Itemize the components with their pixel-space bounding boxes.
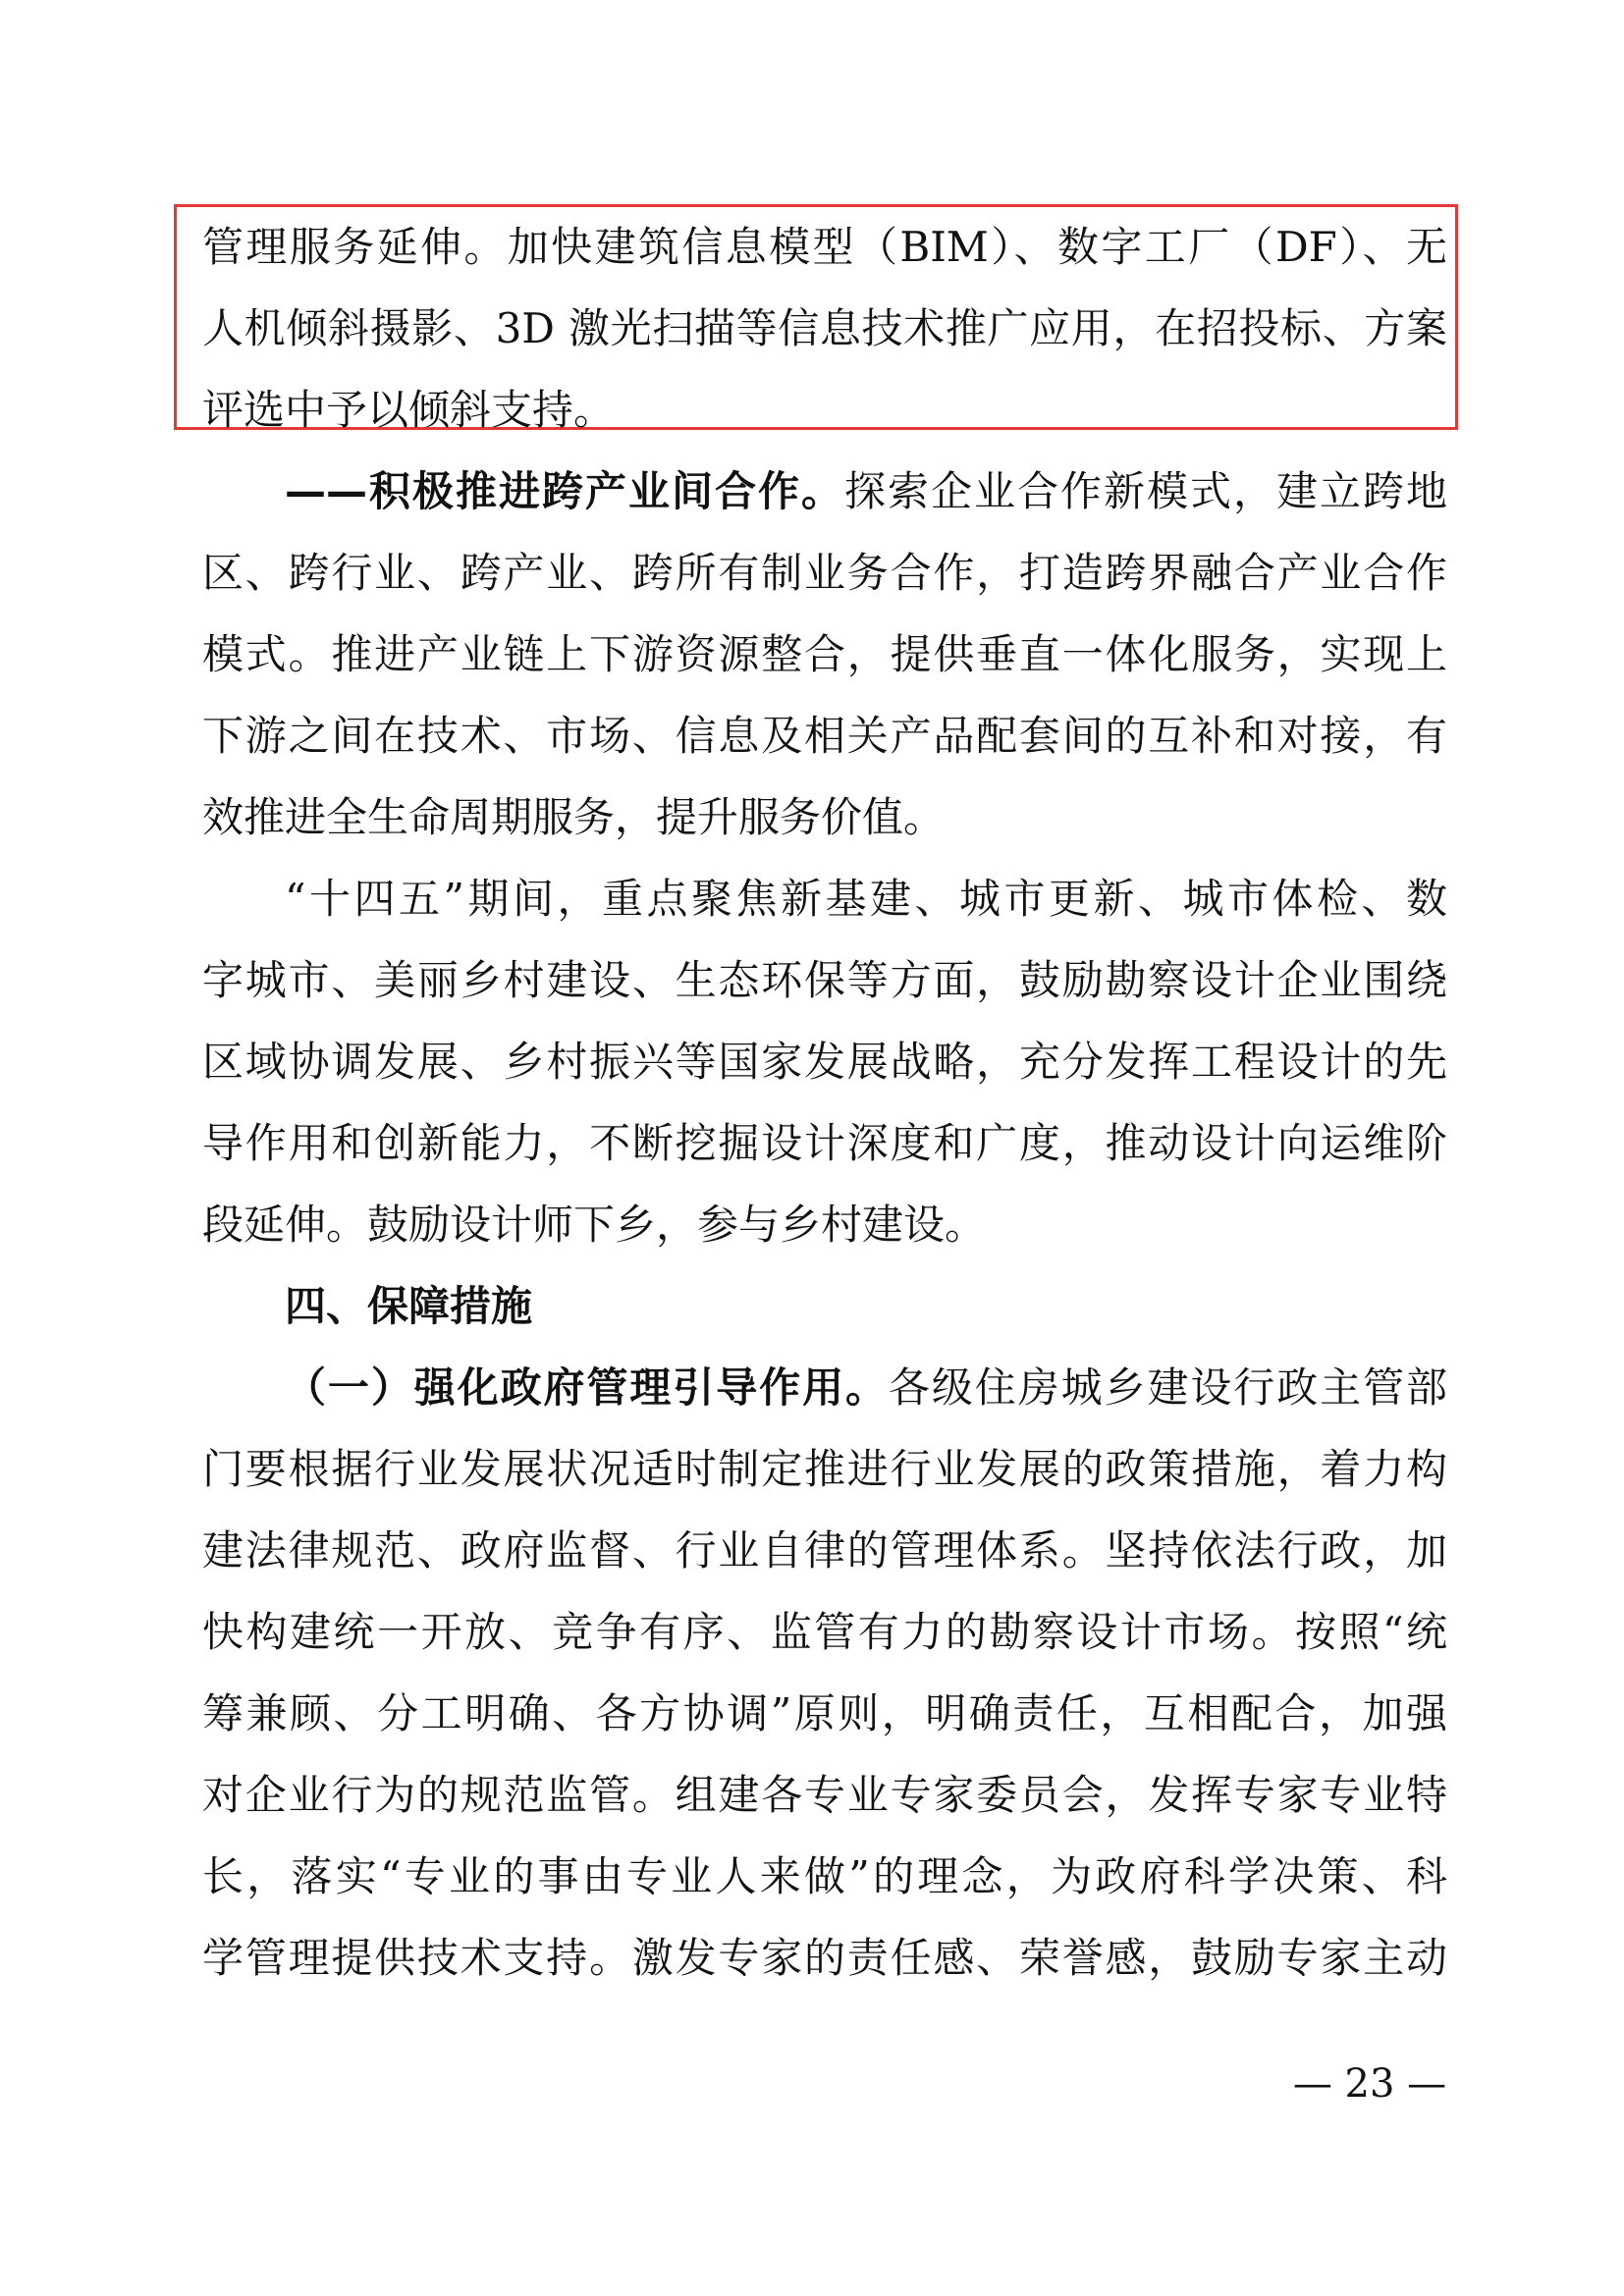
paragraph-line: 字城市、美丽乡村建设、生态环保等方面，鼓励勘察设计企业围绕 [202, 956, 1447, 1004]
paragraph-line: 长，落实“专业的事由专业人来做”的理念，为政府科学决策、科 [202, 1852, 1447, 1900]
paragraph-line: 学管理提供技术支持。激发专家的责任感、荣誉感，鼓励专家主动 [202, 1934, 1447, 1982]
bold-lead: ——积极推进跨产业间合作。 [285, 467, 844, 515]
paragraph-line [202, 451, 1447, 532]
paragraph-line: 下游之间在技术、市场、信息及相关产品配套间的互补和对接，有 [202, 712, 1447, 760]
paragraph-line: 评选中予以倾斜支持。 [202, 386, 616, 434]
paragraph-line: 区域协调发展、乡村振兴等国家发展战略，充分发挥工程设计的先 [202, 1038, 1447, 1086]
paragraph-line: 管理服务延伸。加快建筑信息模型（BIM）、数字工厂（DF）、无 [202, 223, 1447, 271]
bold-lead: （一）强化政府管理引导作用。 [285, 1363, 889, 1412]
paragraph-line: 区、跨行业、跨产业、跨所有制业务合作，打造跨界融合产业合作 [202, 549, 1447, 597]
paragraph-line: 模式。推进产业链上下游资源整合，提供垂直一体化服务，实现上 [202, 630, 1447, 678]
paragraph-line: 筹兼顾、分工明确、各方协调”原则，明确责任，互相配合，加强 [202, 1689, 1447, 1737]
paragraph-line [202, 1347, 1447, 1428]
paragraph-line: 效推进全生命周期服务，提升服务价值。 [202, 793, 946, 841]
line-text: 探索企业合作新模式，建立跨地 [844, 467, 1447, 515]
paragraph-line: 对企业行为的规范监管。组建各专业专家委员会，发挥专家专业特 [202, 1771, 1447, 1819]
paragraph-line: 导作用和创新能力，不断挖掘设计深度和广度，推动设计向运维阶 [202, 1119, 1447, 1167]
section-heading: 四、保障措施 [285, 1282, 533, 1330]
paragraph-line: 快构建统一开放、竞争有序、监管有力的勘察设计市场。按照“统 [202, 1608, 1447, 1656]
paragraph-line: 段延伸。鼓励设计师下乡，参与乡村建设。 [202, 1201, 987, 1249]
document-body [202, 206, 1447, 1999]
paragraph-line: 门要根据行业发展状况适时制定推进行业发展的政策措施，着力构 [202, 1445, 1447, 1493]
page-number: — 23 — [1292, 2061, 1447, 2107]
paragraph-line: “十四五”期间，重点聚焦新基建、城市更新、城市体检、数 [285, 875, 1447, 923]
line-text: 各级住房城乡建设行政主管部 [888, 1363, 1447, 1412]
paragraph-line: 建法律规范、政府监督、行业自律的管理体系。坚持依法行政，加 [202, 1526, 1447, 1575]
paragraph-line: 人机倾斜摄影、3D 激光扫描等信息技术推广应用，在招投标、方案 [202, 304, 1447, 352]
